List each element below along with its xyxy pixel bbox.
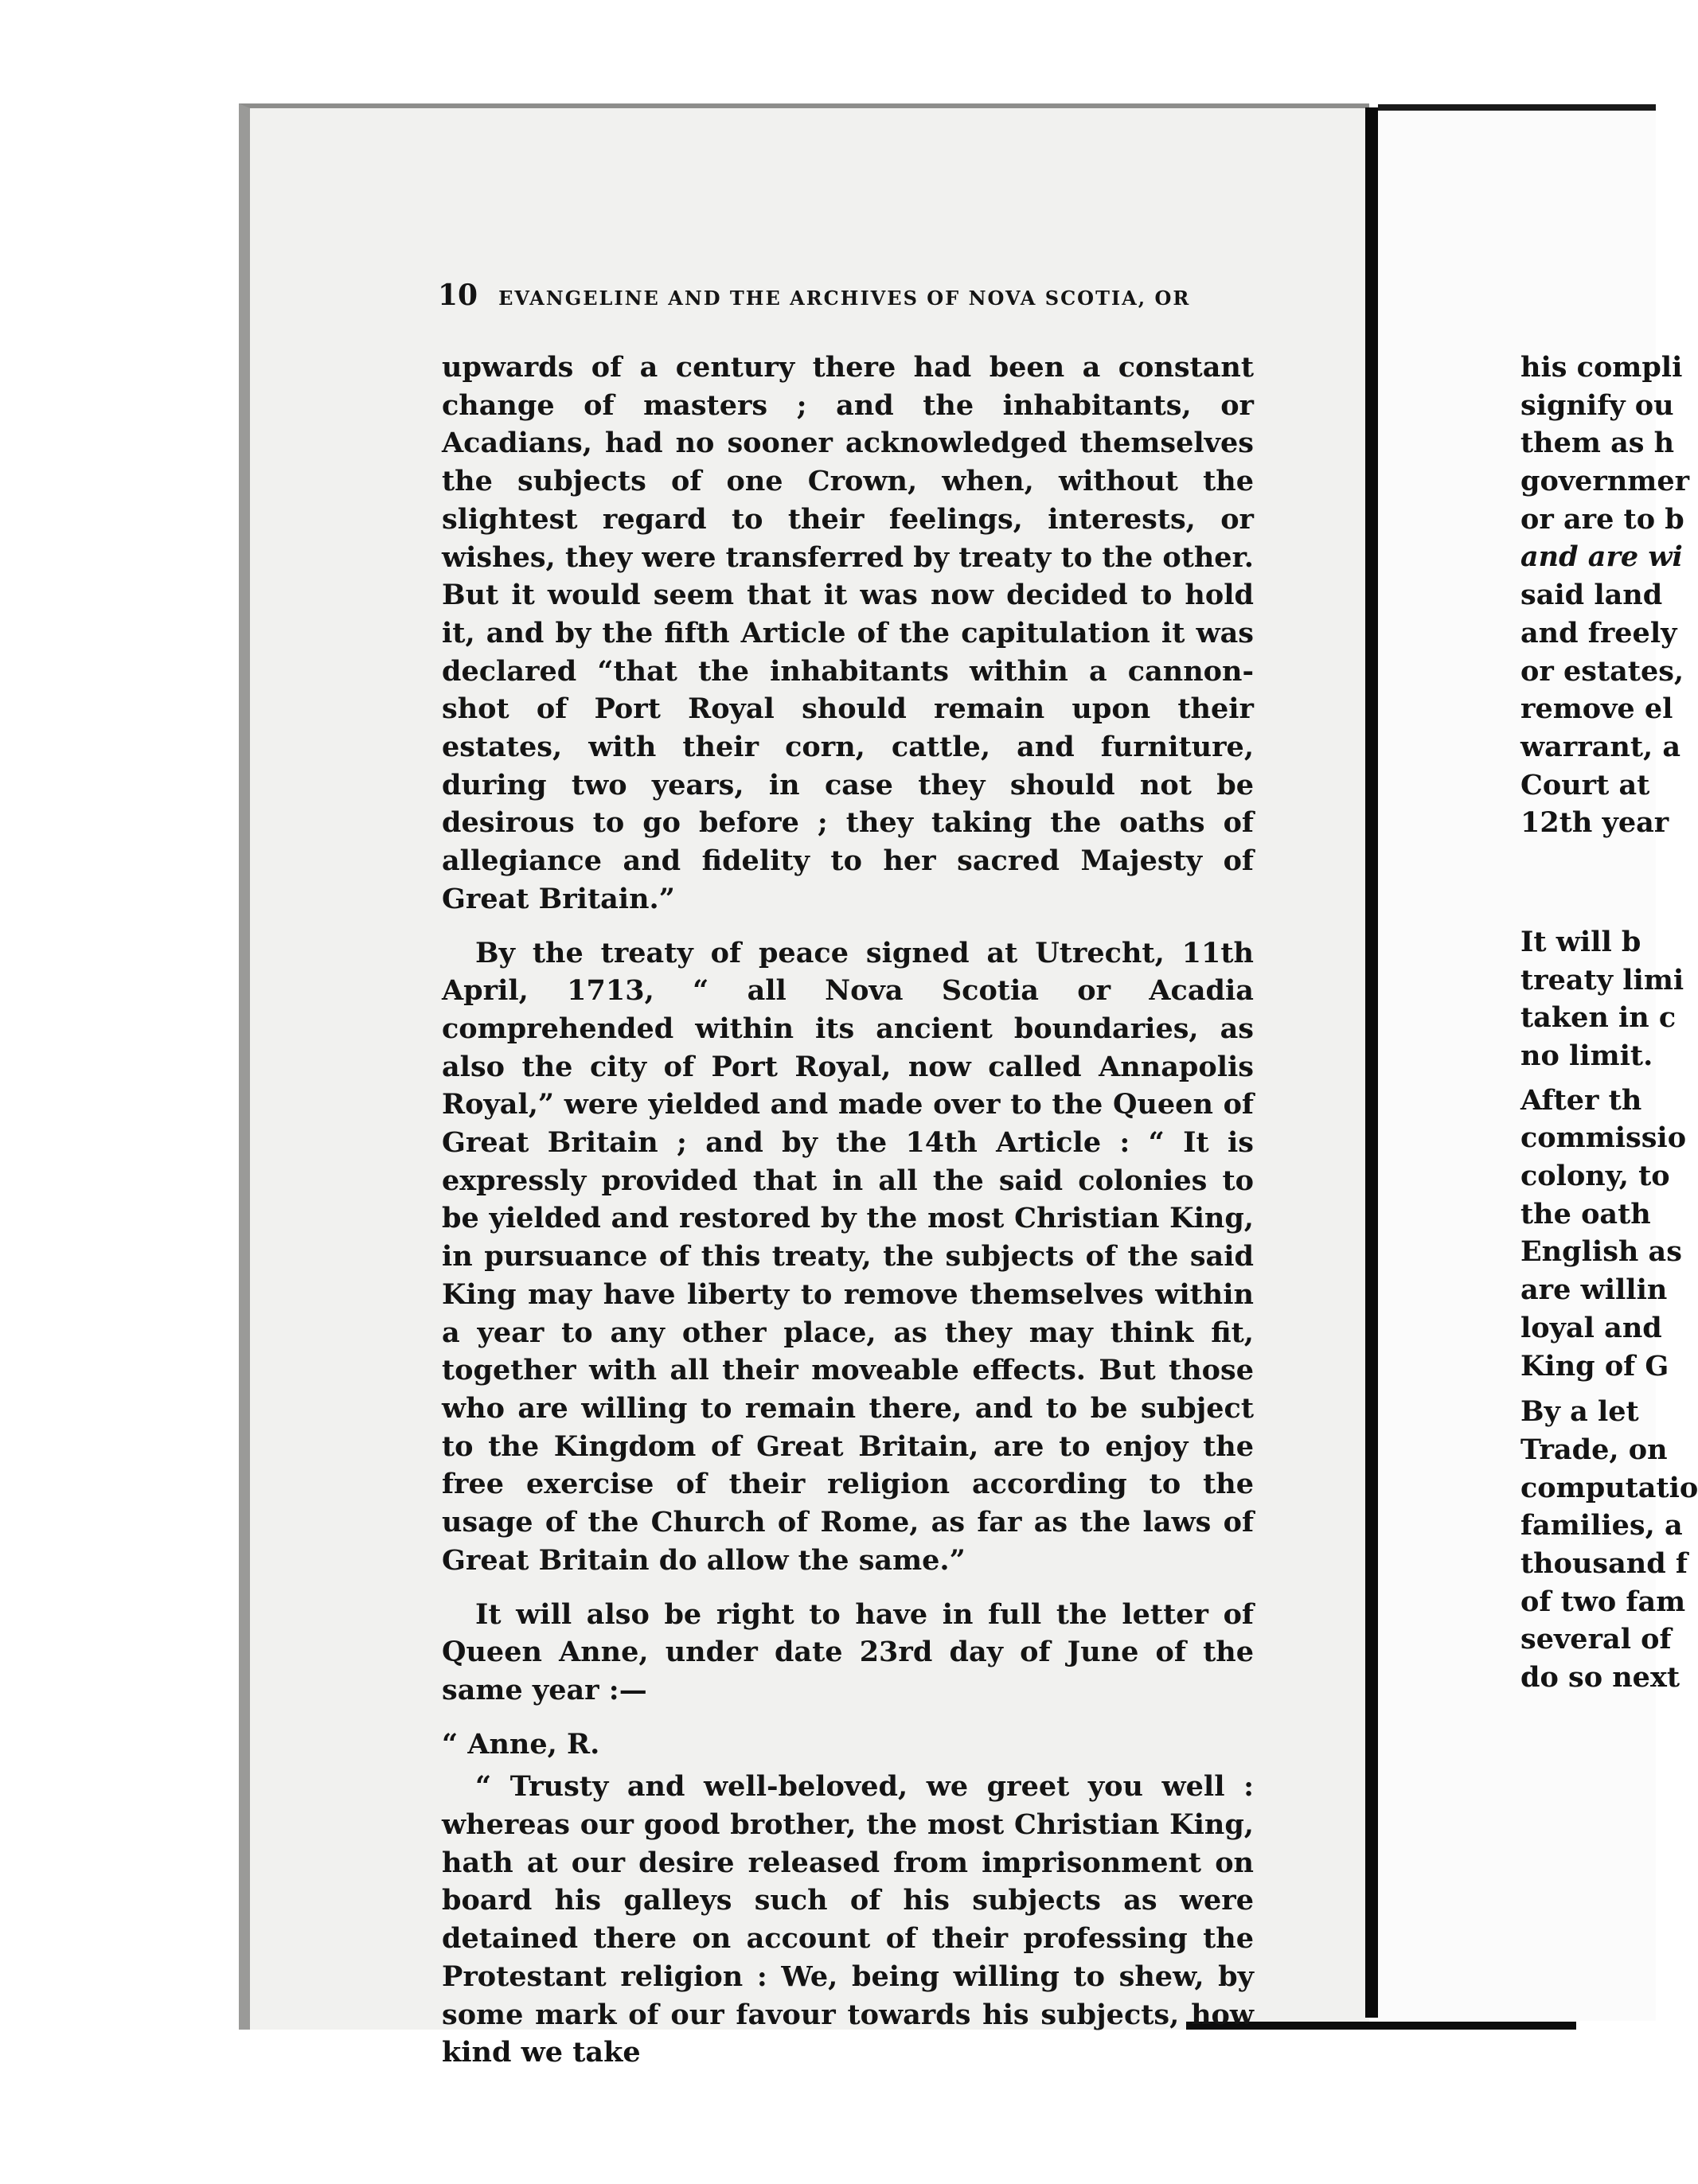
paragraph: “ Trusty and well-beloved, we greet you well : whereas our good brother, the most Christian King, hath at our desire released from imprisonment on board his galleys such of his subjects as were detained there on account of their professing the Protestant religion : We, being willing to shew, by some mark of our favour towards his subjects, how kind we take bbox=[442, 1770, 1254, 2069]
running-header bbox=[438, 279, 1250, 312]
facing-line: do so next bbox=[1520, 1661, 1680, 1694]
facing-line: of two fam bbox=[1520, 1585, 1686, 1618]
facing-line: signify ou bbox=[1520, 388, 1674, 422]
facing-line: loyal and bbox=[1520, 1311, 1662, 1344]
facing-line: and freely bbox=[1520, 616, 1677, 649]
paragraph: By the treaty of peace signed at Utrecht, 11th April, 1713, “ all Nova Scotia or Acadia comprehended within its ancient boundaries, as also the city of Port Royal, now called Annapolis Royal,” were yielded and made over to the Queen of Great Britain ; and by the 14th Article : “ It is expressly provided that in all the said colonies to be yielded and restored by the most Christian King, in pursuance of this treaty, the subjects of the said King may have liberty to remove themselves within a year to any other place, as they may think fit, together with all their moveable effects. But those who are willing to remain there, and to be subject to the Kingdom of Great Britain, are to enjoy the free exercise of their religion according to the usage of the Church of Rome, as far as the laws of Great Britain do allow the same.” bbox=[442, 936, 1254, 1577]
facing-line: remove el bbox=[1520, 692, 1673, 726]
facing-line: warrant, a bbox=[1520, 730, 1681, 763]
facing-line: colony, to bbox=[1520, 1160, 1670, 1193]
facing-line: Court at bbox=[1520, 768, 1650, 801]
facing-line: families, a bbox=[1520, 1509, 1683, 1542]
facing-line: computatio bbox=[1520, 1471, 1698, 1504]
facing-line: 12th year bbox=[1520, 806, 1669, 840]
book-gutter bbox=[1365, 107, 1378, 2018]
facing-line: King of G bbox=[1520, 1349, 1669, 1383]
body-text bbox=[442, 349, 1254, 2072]
facing-line: It will b bbox=[1520, 925, 1641, 958]
facing-line: taken in c bbox=[1520, 1001, 1677, 1035]
facing-line: are willin bbox=[1520, 1273, 1668, 1307]
page-number: 10 bbox=[438, 279, 478, 312]
paragraph: It will also be right to have in full the letter of Queen Anne, under date 23rd day of June of the same year :— bbox=[442, 1597, 1254, 1706]
facing-line: his compli bbox=[1520, 351, 1683, 384]
facing-line: By a let bbox=[1520, 1395, 1639, 1429]
facing-line: said land bbox=[1520, 579, 1663, 612]
facing-line: several of bbox=[1520, 1623, 1672, 1656]
facing-line: English as bbox=[1520, 1235, 1682, 1269]
facing-spacer bbox=[1520, 842, 1698, 883]
facing-line: After th bbox=[1520, 1083, 1642, 1117]
facing-line: the oath bbox=[1520, 1197, 1651, 1230]
facing-line: thousand f bbox=[1520, 1546, 1688, 1580]
right-page-top-edge bbox=[1378, 104, 1656, 111]
facing-line: Trade, on bbox=[1520, 1433, 1668, 1466]
paragraph: upwards of a century there had been a constant change of masters ; and the inhabitants, or Acadians, had no sooner acknowledged themselves the subjects of one Crown, when, without the slightest regard to their feelings, interests, or wishes, they were transferred by treaty to the other. But it would seem that it was now decided to hold it, and by the fifth Article of the capitulation it was declared “that the inhabitants within a cannon-shot of Port Royal should remain upon their estates, with their corn, cattle, and furniture, during two years, in case they should not be desirous to go before ; they taking the oaths of allegiance and fidelity to her sacred Majesty of Great Britain.” bbox=[442, 351, 1254, 915]
facing-page-text bbox=[1520, 349, 1698, 1697]
facing-line: no limit. bbox=[1520, 1039, 1653, 1072]
facing-line: or estates, bbox=[1520, 654, 1684, 688]
facing-line: and are wi bbox=[1520, 540, 1683, 574]
facing-line: them as h bbox=[1520, 427, 1675, 460]
letter-salutation: “ Anne, R. bbox=[442, 1727, 600, 1761]
facing-line: governmer bbox=[1520, 465, 1690, 498]
running-title: EVANGELINE AND THE ARCHIVES OF NOVA SCOTIA, OR bbox=[498, 287, 1191, 310]
facing-line: commissio bbox=[1520, 1121, 1687, 1155]
facing-line: or are to b bbox=[1520, 502, 1684, 536]
facing-spacer bbox=[1520, 883, 1698, 923]
facing-line: treaty limi bbox=[1520, 963, 1684, 996]
